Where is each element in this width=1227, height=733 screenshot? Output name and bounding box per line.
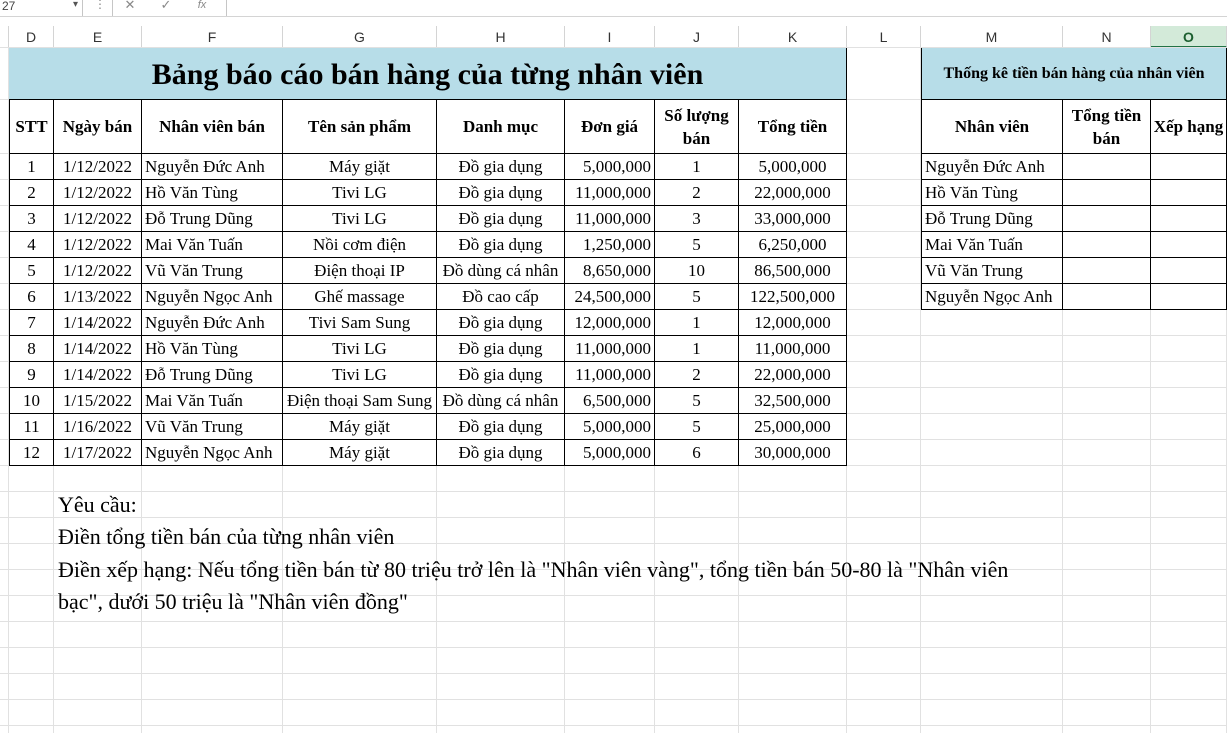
report-cell[interactable]: Đồ gia dụng [437,440,565,466]
report-cell[interactable]: Tivi LG [283,206,437,232]
column-header-k[interactable]: K [739,26,847,48]
grid-hline [0,491,1227,492]
report-cell[interactable]: Đồ gia dụng [437,362,565,388]
report-cell[interactable]: Vũ Văn Trung [142,414,283,440]
report-cell[interactable]: 6 [655,440,739,466]
cancel-icon[interactable]: ✕ [124,0,136,12]
report-cell[interactable]: Đồ gia dụng [437,414,565,440]
report-cell[interactable]: 5 [655,388,739,414]
report-cell[interactable]: 7 [9,310,54,336]
report-cell[interactable]: 2 [655,362,739,388]
report-cell[interactable]: 11,000,000 [739,336,847,362]
report-cell[interactable]: Máy giặt [283,414,437,440]
stats-employee-cell[interactable]: Đỗ Trung Dũng [921,206,1063,232]
report-cell[interactable]: Đồ gia dụng [437,154,565,180]
report-cell[interactable]: 1/14/2022 [54,336,142,362]
column-header-d[interactable]: D [9,26,54,48]
report-cell[interactable]: 5,000,000 [565,154,655,180]
report-cell[interactable]: 4 [9,232,54,258]
report-cell[interactable]: Tivi LG [283,362,437,388]
report-cell[interactable]: 1 [9,154,54,180]
report-header-cell[interactable]: Số lượng bán [655,100,739,154]
stats-rank-cell[interactable] [1151,180,1227,206]
report-cell[interactable]: Nồi cơm điện [283,232,437,258]
column-header-f[interactable]: F [142,26,283,48]
report-cell[interactable]: Đồ cao cấp [437,284,565,310]
stats-total-cell[interactable] [1063,232,1151,258]
report-cell[interactable]: 5 [655,232,739,258]
name-box-value: 27 [2,0,16,13]
report-cell[interactable]: Đỗ Trung Dũng [142,362,283,388]
column-header-i[interactable]: I [565,26,655,48]
report-cell[interactable]: 1/13/2022 [54,284,142,310]
report-cell[interactable]: 8 [9,336,54,362]
report-cell[interactable]: Ghế massage [283,284,437,310]
report-cell[interactable]: Đỗ Trung Dũng [142,206,283,232]
report-cell[interactable]: 33,000,000 [739,206,847,232]
report-cell[interactable]: 5,000,000 [565,414,655,440]
report-cell[interactable]: 1/12/2022 [54,154,142,180]
column-header-n[interactable]: N [1063,26,1151,48]
report-cell[interactable]: Đồ dùng cá nhân [437,258,565,284]
report-cell[interactable]: 5,000,000 [739,154,847,180]
report-header-cell[interactable]: Nhân viên bán [142,100,283,154]
enter-icon[interactable]: ✓ [160,0,172,12]
stats-header-cell[interactable]: Tổng tiền bán [1063,100,1151,154]
stats-rank-cell[interactable] [1151,284,1227,310]
report-cell[interactable]: 9 [9,362,54,388]
report-cell[interactable]: 5 [655,414,739,440]
stats-total-cell[interactable] [1063,206,1151,232]
stats-header-cell[interactable]: Xếp hạng [1151,100,1227,154]
column-header-e[interactable]: E [54,26,142,48]
report-cell[interactable]: Đồ gia dụng [437,180,565,206]
stats-total-cell[interactable] [1063,284,1151,310]
column-header-g[interactable]: G [283,26,437,48]
insert-function-icon[interactable]: fx [197,0,207,11]
report-cell[interactable]: 6,500,000 [565,388,655,414]
report-cell[interactable]: Tivi LG [283,180,437,206]
more-options-icon[interactable]: ⋮ [94,0,106,11]
report-cell[interactable]: 12,000,000 [739,310,847,336]
report-cell[interactable]: Máy giặt [283,440,437,466]
report-cell[interactable]: Điện thoại Sam Sung [283,388,437,414]
report-cell[interactable]: 1/14/2022 [54,310,142,336]
report-cell[interactable]: 3 [9,206,54,232]
stats-total-cell[interactable] [1063,180,1151,206]
report-cell[interactable]: 12,000,000 [565,310,655,336]
report-cell[interactable]: 32,500,000 [739,388,847,414]
stats-rank-cell[interactable] [1151,206,1227,232]
formula-input[interactable] [226,0,1227,16]
stats-employee-cell[interactable]: Nguyễn Ngọc Anh [921,284,1063,310]
report-cell[interactable]: Nguyễn Ngọc Anh [142,440,283,466]
report-header-cell[interactable]: STT [9,100,54,154]
report-cell[interactable]: Nguyễn Ngọc Anh [142,284,283,310]
report-cell[interactable]: 122,500,000 [739,284,847,310]
column-header-m[interactable]: M [921,26,1063,48]
report-cell[interactable]: 1/15/2022 [54,388,142,414]
report-cell[interactable]: 11,000,000 [565,362,655,388]
divider [112,0,113,16]
grid-hline [0,725,1227,726]
report-cell[interactable]: Hồ Văn Tùng [142,180,283,206]
report-cell[interactable]: Nguyễn Đức Anh [142,310,283,336]
report-cell[interactable]: 3 [655,206,739,232]
report-cell[interactable]: 1,250,000 [565,232,655,258]
report-cell[interactable]: 10 [9,388,54,414]
report-header-cell[interactable]: Tổng tiền [739,100,847,154]
report-cell[interactable]: 1 [655,336,739,362]
report-cell[interactable]: Điện thoại IP [283,258,437,284]
report-cell[interactable]: 86,500,000 [739,258,847,284]
stats-total-cell[interactable] [1063,154,1151,180]
note-line: Điền tổng tiền bán của từng nhân viên [58,524,395,549]
report-cell[interactable]: Vũ Văn Trung [142,258,283,284]
report-cell[interactable]: 2 [9,180,54,206]
report-cell[interactable]: 8,650,000 [565,258,655,284]
column-header-h[interactable]: H [437,26,565,48]
report-cell[interactable]: 2 [655,180,739,206]
stats-employee-cell[interactable]: Hồ Văn Tùng [921,180,1063,206]
column-header-o[interactable]: O [1151,26,1227,48]
report-header-cell[interactable]: Ngày bán [54,100,142,154]
stats-employee-cell[interactable]: Mai Văn Tuấn [921,232,1063,258]
report-header-cell[interactable]: Danh mục [437,100,565,154]
report-cell[interactable]: 5,000,000 [565,440,655,466]
report-cell[interactable]: 1/12/2022 [54,258,142,284]
report-cell[interactable]: 10 [655,258,739,284]
report-cell[interactable]: 11,000,000 [565,180,655,206]
stats-employee-cell[interactable]: Vũ Văn Trung [921,258,1063,284]
report-cell[interactable]: 24,500,000 [565,284,655,310]
report-header-cell[interactable]: Tên sản phẩm [283,100,437,154]
report-cell[interactable]: 25,000,000 [739,414,847,440]
report-cell[interactable]: 1 [655,310,739,336]
report-cell[interactable]: 6 [9,284,54,310]
report-cell[interactable]: 11 [9,414,54,440]
column-header-j[interactable]: J [655,26,739,48]
report-cell[interactable]: 22,000,000 [739,180,847,206]
report-cell[interactable]: Đồ gia dụng [437,232,565,258]
report-cell[interactable]: 5 [655,284,739,310]
report-cell[interactable]: Đồ dùng cá nhân [437,388,565,414]
name-box[interactable] [0,0,83,16]
report-cell[interactable]: Mai Văn Tuấn [142,232,283,258]
stats-rank-cell[interactable] [1151,232,1227,258]
stats-rank-cell[interactable] [1151,258,1227,284]
grid-hline [0,517,1227,518]
report-cell[interactable]: 30,000,000 [739,440,847,466]
chevron-down-icon[interactable]: ▾ [72,0,78,10]
report-cell[interactable]: 22,000,000 [739,362,847,388]
grid-hline [0,621,1227,622]
report-cell[interactable]: 11,000,000 [565,206,655,232]
report-cell[interactable]: 1/12/2022 [54,206,142,232]
report-cell[interactable]: 1/16/2022 [54,414,142,440]
stats-total-cell[interactable] [1063,258,1151,284]
stats-title[interactable]: Thống kê tiền bán hàng của nhân viên [921,48,1227,100]
report-header-cell[interactable]: Đơn giá [565,100,655,154]
report-cell[interactable]: 1/17/2022 [54,440,142,466]
select-all-corner[interactable] [0,26,9,48]
report-cell[interactable]: Tivi Sam Sung [283,310,437,336]
report-cell[interactable]: 1/12/2022 [54,232,142,258]
report-cell[interactable]: 12 [9,440,54,466]
formula-bar [0,0,1227,17]
column-header-l[interactable]: L [847,26,921,48]
grid-hline [0,673,1227,674]
report-cell[interactable]: Máy giặt [283,154,437,180]
stats-header-cell[interactable]: Nhân viên [921,100,1063,154]
report-cell[interactable]: Đồ gia dụng [437,336,565,362]
report-cell[interactable]: Mai Văn Tuấn [142,388,283,414]
note-line: Yêu cầu: [58,492,137,517]
report-cell[interactable]: Hồ Văn Tùng [142,336,283,362]
report-cell[interactable]: 1 [655,154,739,180]
report-cell[interactable]: Tivi LG [283,336,437,362]
report-cell[interactable]: Đồ gia dụng [437,206,565,232]
note-line: Điền xếp hạng: Nếu tổng tiền bán từ 80 triệu trở lên là "Nhân viên vàng", tổng tiền bán 50-80 là "Nhân viên [58,557,1009,582]
report-cell[interactable]: 11,000,000 [565,336,655,362]
report-cell[interactable]: 1/12/2022 [54,180,142,206]
stats-employee-cell[interactable]: Nguyễn Đức Anh [921,154,1063,180]
report-cell[interactable]: Nguyễn Đức Anh [142,154,283,180]
report-cell[interactable]: 1/14/2022 [54,362,142,388]
stats-rank-cell[interactable] [1151,154,1227,180]
report-cell[interactable]: Đồ gia dụng [437,310,565,336]
report-title[interactable]: Bảng báo cáo bán hàng của từng nhân viên [9,48,847,100]
report-cell[interactable]: 6,250,000 [739,232,847,258]
report-cell[interactable]: 5 [9,258,54,284]
note-line: bạc", dưới 50 triệu là "Nhân viên đồng" [58,589,408,614]
grid-hline [0,699,1227,700]
grid-hline [0,647,1227,648]
